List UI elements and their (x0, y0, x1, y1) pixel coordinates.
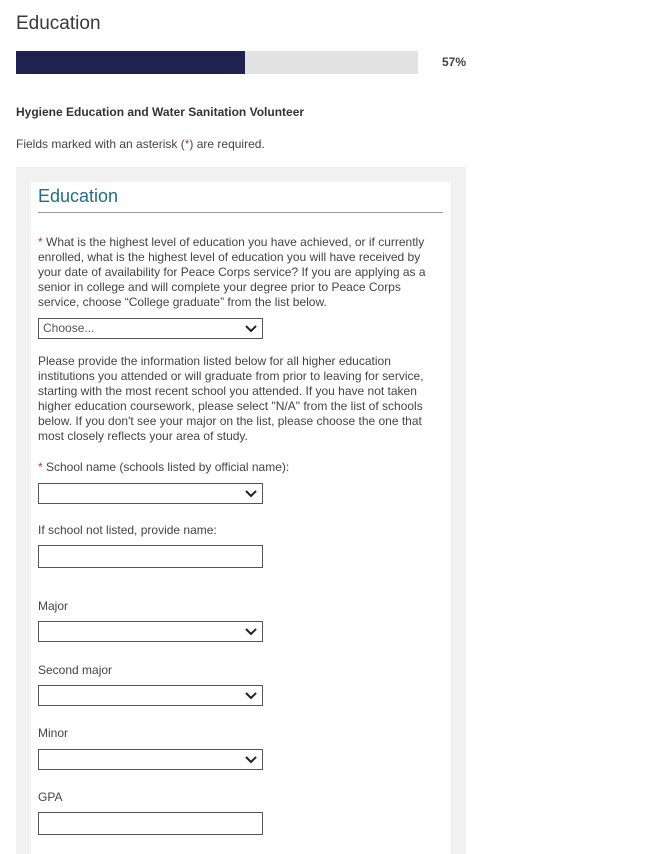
chevron-down-icon (245, 627, 257, 636)
page-title: Education (16, 13, 101, 34)
chevron-down-icon (245, 755, 257, 764)
school-name-select[interactable] (38, 483, 263, 504)
progress-bar (16, 51, 418, 74)
second-major-select[interactable] (38, 685, 263, 706)
school-name-label-text: School name (schools listed by official name): (42, 460, 290, 474)
major-select[interactable] (38, 621, 263, 642)
gpa-input[interactable] (38, 812, 263, 835)
school-other-input[interactable] (38, 545, 263, 568)
major-label: Major (38, 599, 69, 613)
minor-label: Minor (38, 726, 69, 740)
position-title: Hygiene Education and Water Sanitation Volunteer (16, 105, 305, 119)
education-level-select[interactable] (38, 318, 263, 339)
required-asterisk: * (38, 235, 43, 249)
education-instructions: Please provide the information listed below for all higher education institutions you attended or will graduate from prior to leaving for service, starting with the most recent school you attended. If you have not taken higher education coursework, please select "N/A" from the list of schools below. If you don't see your major on the list, please choose the one that most closely reflects your area of study. (38, 354, 424, 443)
section-divider (38, 212, 443, 213)
required-fields-note (16, 137, 265, 151)
progress-bar-fill (16, 51, 245, 74)
school-other-label: If school not listed, provide name: (38, 523, 217, 537)
gpa-label: GPA (38, 790, 63, 804)
chevron-down-icon (245, 324, 257, 333)
second-major-label: Second major (38, 663, 113, 677)
required-note-text-end: ) are required. (189, 137, 265, 151)
school-name-label (38, 460, 289, 474)
minor-select[interactable] (38, 749, 263, 770)
chevron-down-icon (245, 489, 257, 498)
required-asterisk: * (184, 137, 190, 151)
education-level-question (38, 235, 430, 310)
chevron-down-icon (245, 691, 257, 700)
form-panel (16, 167, 466, 854)
section-title: Education (38, 186, 119, 206)
education-section (31, 182, 451, 854)
required-asterisk: * (38, 460, 43, 474)
education-level-selected: Choose... (43, 321, 95, 335)
progress-percent: 57% (442, 55, 467, 69)
required-note-text-start: Fields marked with an asterisk ( (16, 137, 185, 151)
education-level-question-text: What is the highest level of education you have achieved, or if currently enrolled, what is the highest level of education you will have received by your date of availability for Peace Corps service? If you are applying as a senior in college and will complete your degree prior to Peace Corps service, choose “College graduate” from the list below. (38, 235, 426, 309)
